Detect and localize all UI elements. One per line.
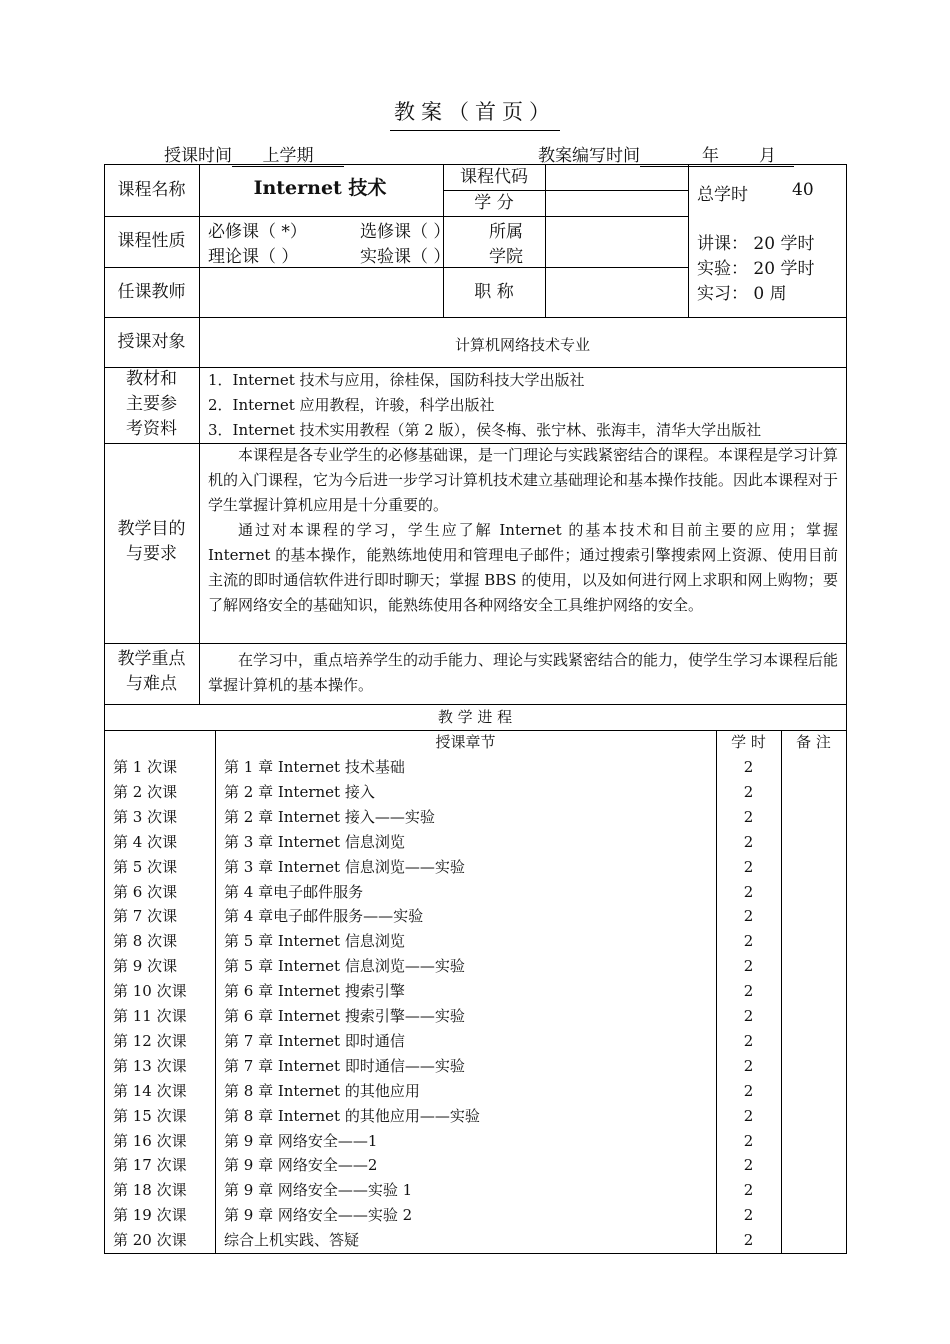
- lesson-chapter: 第 9 章 网络安全——2: [224, 1156, 378, 1174]
- lesson-hours: 2: [743, 1206, 754, 1224]
- course-code-label: 课程代码: [460, 166, 528, 187]
- course-name-value: Internet 技术: [253, 176, 387, 199]
- lesson-chapter: 第 5 章 Internet 信息浏览: [224, 932, 405, 950]
- progress-title: 教 学 进 程: [437, 707, 513, 726]
- goals-label: 教学目的 与要求: [117, 519, 186, 564]
- lesson-chapter: 第 8 章 Internet 的其他应用——实验: [224, 1107, 480, 1125]
- goals-text: [208, 443, 838, 618]
- lesson-number: 第 2 次课: [113, 783, 178, 801]
- lesson-hours: 2: [743, 1231, 754, 1249]
- lesson-chapter: 第 9 章 网络安全——实验 2: [224, 1206, 413, 1224]
- audience-value: 计算机网络技术专业: [454, 335, 590, 354]
- lesson-number: 第 20 次课: [113, 1231, 187, 1249]
- material-item: 2．Internet 应用教程，许骏，科学出版社: [208, 396, 495, 414]
- elective-course: 选修课（ ）: [360, 222, 451, 242]
- credit-label: 学 分: [474, 192, 514, 213]
- lesson-hours: 2: [743, 1007, 754, 1025]
- lesson-chapter: 第 9 章 网络安全——1: [224, 1132, 378, 1150]
- lesson-hours: 2: [743, 1132, 754, 1150]
- lesson-chapter: 第 2 章 Internet 接入——实验: [224, 808, 435, 826]
- lecture-hours: 讲课： 20 学时: [697, 234, 815, 254]
- college-label-1: 所属: [489, 222, 523, 242]
- material-item: 3．Internet 技术实用教程（第 2 版），侯冬梅、张宁林、张海丰，清华大学出版社: [208, 421, 762, 439]
- lesson-chapter: 第 7 章 Internet 即时通信: [224, 1032, 405, 1050]
- material-item: 1．Internet 技术与应用，徐桂保，国防科技大学出版社: [208, 371, 585, 389]
- lesson-hours: 2: [743, 982, 754, 1000]
- lesson-number: 第 17 次课: [113, 1156, 187, 1174]
- materials-list: [208, 368, 761, 443]
- lesson-hours: 2: [743, 883, 754, 901]
- total-hours-value: 40: [792, 180, 814, 200]
- lesson-hours: 2: [743, 1156, 754, 1174]
- lesson-chapter: 第 4 章电子邮件服务——实验: [224, 907, 424, 925]
- teacher-label: 任课教师: [117, 281, 186, 302]
- goals-paragraph-2: 通过对本课程的学习，学生应了解 Internet 的基本技术和目前主要的应用；掌握 Internet 的基本操作，能熟练地使用和管理电子邮件；通过搜索引擎搜索网上资源、使用目前主流的即时通信软件进行即时聊天；掌握 BBS 的使用，以及如何进行网上求职和网上购物；要了解网络安全的基础知识，能熟练使用各种网络安全工具维护网络的安全。: [208, 521, 838, 614]
- lesson-hours: 2: [743, 1181, 754, 1199]
- lesson-number: 第 14 次课: [113, 1082, 187, 1100]
- lesson-number: 第 8 次课: [113, 932, 178, 950]
- experiment-hours: 实验： 20 学时: [697, 259, 815, 279]
- lesson-number: 第 7 次课: [113, 907, 178, 925]
- lesson-hours: 2: [743, 758, 754, 776]
- page-title: 教案（首页）: [0, 96, 950, 131]
- lesson-number: 第 4 次课: [113, 833, 178, 851]
- lesson-chapter: 第 8 章 Internet 的其他应用: [224, 1082, 420, 1100]
- lesson-hours: 2: [743, 907, 754, 925]
- month-label: 月: [759, 146, 776, 166]
- lesson-chapter: 综合上机实践、答疑: [224, 1231, 360, 1249]
- lesson-hours: 2: [743, 808, 754, 826]
- theory-course: 理论课（ ）: [208, 247, 299, 267]
- lesson-chapter: 第 5 章 Internet 信息浏览——实验: [224, 957, 465, 975]
- lesson-chapter: 第 7 章 Internet 即时通信——实验: [224, 1057, 465, 1075]
- lesson-number: 第 19 次课: [113, 1206, 187, 1224]
- write-time-label: 教案编写时间: [538, 146, 640, 166]
- college-label-2: 学院: [489, 247, 523, 267]
- lesson-number: 第 16 次课: [113, 1132, 187, 1150]
- col-hours-header: 学 时: [731, 733, 766, 751]
- col-chapter-header: 授课章节: [435, 733, 496, 751]
- lesson-chapter: 第 4 章电子邮件服务: [224, 883, 364, 901]
- lesson-number: 第 13 次课: [113, 1057, 187, 1075]
- goals-paragraph-1: 本课程是各专业学生的必修基础课，是一门理论与实践紧密结合的课程。本课程是学习计算机的入门课程，它为今后进一步学习计算机技术建立基础理论和基本操作技能。因此本课程对于学生掌握计算机应用是十分重要的。: [208, 446, 839, 514]
- key-points-text: 在学习中，重点培养学生的动手能力、理论与实践紧密结合的能力，使学生学习本课程后能掌握计算机的基本操作。: [208, 651, 839, 694]
- lesson-hours: 2: [743, 1032, 754, 1050]
- required-course: 必修课（ *）: [208, 222, 307, 242]
- practice-weeks: 实习： 0 周: [697, 284, 787, 304]
- lesson-chapter: 第 6 章 Internet 搜索引擎——实验: [224, 1007, 465, 1025]
- course-name-label: 课程名称: [117, 179, 186, 200]
- lesson-chapter: 第 6 章 Internet 搜索引擎: [224, 982, 405, 1000]
- lesson-hours: 2: [743, 1057, 754, 1075]
- lesson-chapter: 第 3 章 Internet 信息浏览——实验: [224, 858, 465, 876]
- lesson-chapter: 第 2 章 Internet 接入: [224, 783, 375, 801]
- materials-label: 教材和 主要参 考资料: [126, 369, 177, 439]
- lesson-number: 第 3 次课: [113, 808, 178, 826]
- year-label: 年: [702, 146, 719, 166]
- lesson-number: 第 9 次课: [113, 957, 178, 975]
- total-hours-label: 总学时: [697, 185, 748, 205]
- lesson-hours: 2: [743, 932, 754, 950]
- lesson-number: 第 10 次课: [113, 982, 187, 1000]
- lesson-hours: 2: [743, 1107, 754, 1125]
- lesson-hours: 2: [743, 783, 754, 801]
- lesson-chapter: 第 3 章 Internet 信息浏览: [224, 833, 405, 851]
- lab-course: 实验课（ ）: [360, 247, 451, 267]
- lesson-number: 第 6 次课: [113, 883, 178, 901]
- teach-time-label: 授课时间: [164, 146, 232, 166]
- lesson-number: 第 1 次课: [113, 758, 178, 776]
- lesson-chapter: 第 1 章 Internet 技术基础: [224, 758, 405, 776]
- lesson-number: 第 5 次课: [113, 858, 178, 876]
- key-points-label: 教学重点 与难点: [117, 649, 186, 694]
- col-notes-header: 备 注: [796, 733, 831, 751]
- job-title-label: 职 称: [474, 281, 514, 302]
- lesson-hours: 2: [743, 833, 754, 851]
- lesson-number: 第 12 次课: [113, 1032, 187, 1050]
- lesson-number: 第 18 次课: [113, 1181, 187, 1199]
- teach-time-value: 上学期: [232, 141, 344, 167]
- lesson-number: 第 11 次课: [113, 1007, 187, 1025]
- lesson-hours: 2: [743, 1082, 754, 1100]
- lesson-chapter: 第 9 章 网络安全——实验 1: [224, 1181, 413, 1199]
- audience-label: 授课对象: [117, 331, 186, 352]
- lesson-hours: 2: [743, 957, 754, 975]
- lesson-number: 第 15 次课: [113, 1107, 187, 1125]
- lesson-hours: 2: [743, 858, 754, 876]
- course-nature-label: 课程性质: [117, 231, 186, 251]
